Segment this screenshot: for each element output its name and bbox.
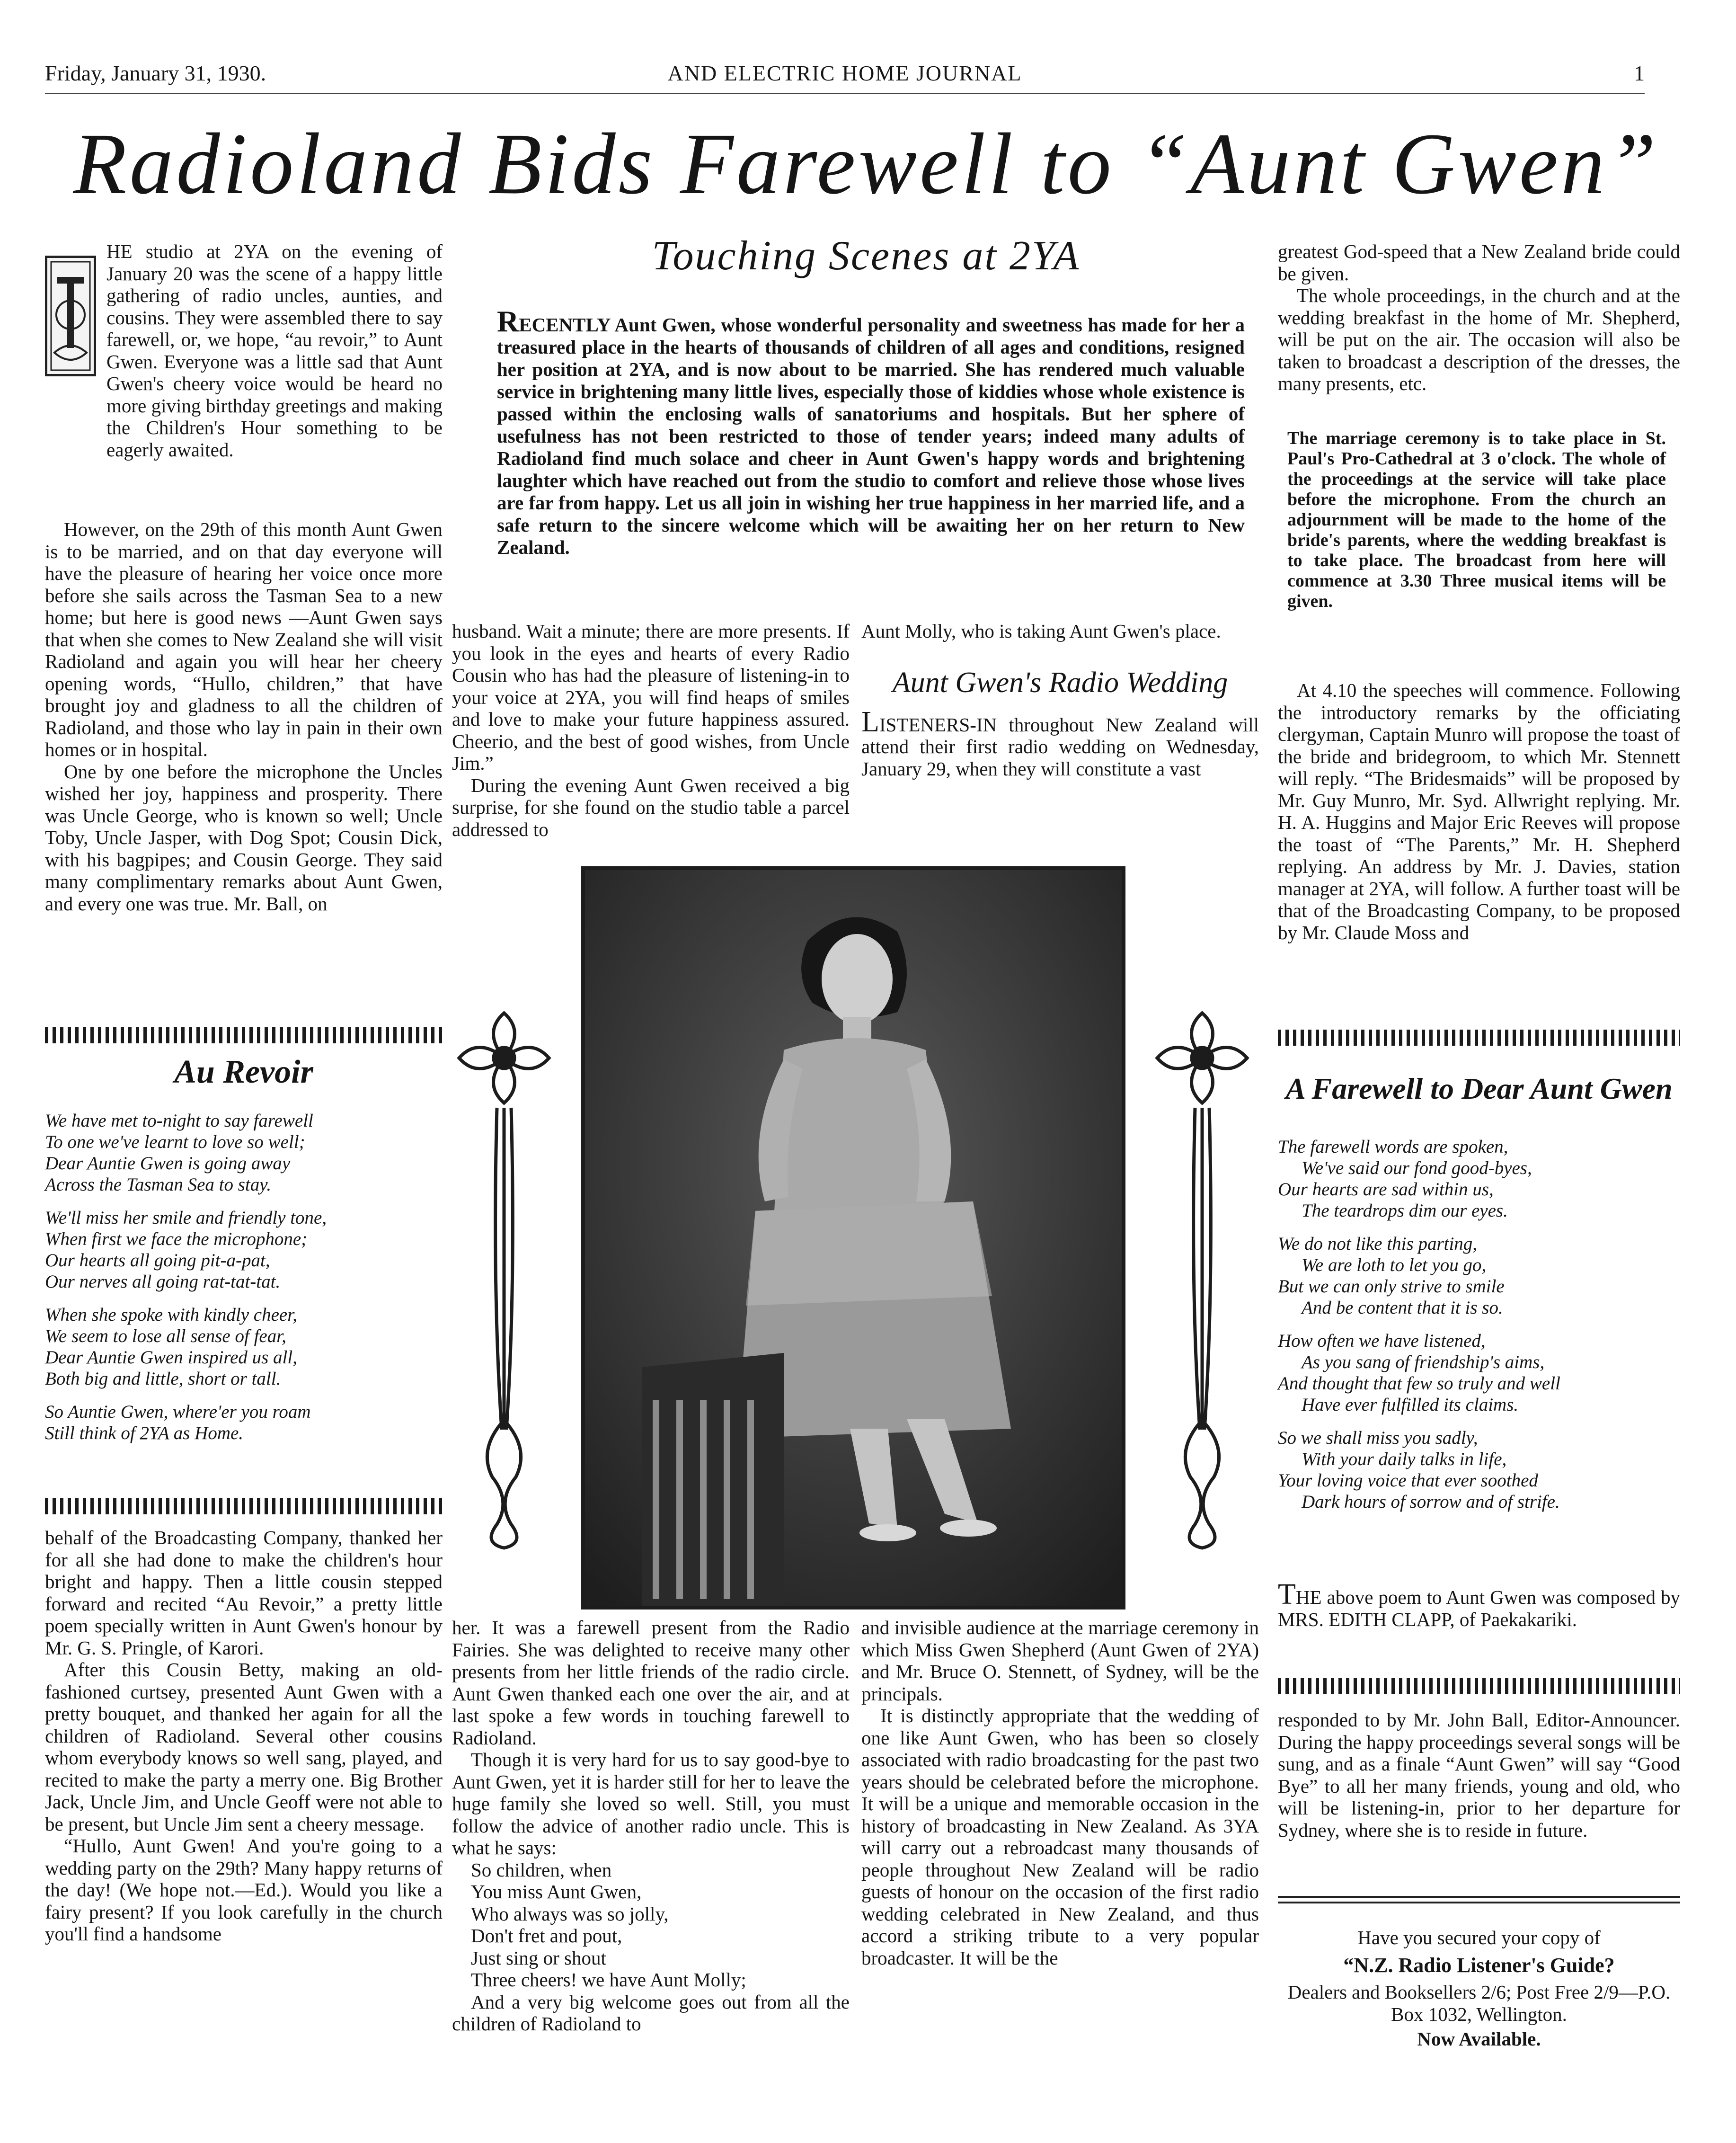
column-divider	[1278, 1678, 1680, 1694]
poem-line: When first we face the microphone;	[45, 1229, 308, 1249]
poem-line: And thought that few so truly and well	[1278, 1373, 1560, 1394]
advert-available: Now Available.	[1417, 2028, 1541, 2050]
poem-line: So we shall miss you sadly,	[1278, 1428, 1478, 1448]
poem-credit-text	[1278, 1578, 1680, 1630]
col1-paragraph-5: After this Cousin Betty, making an old-fashioned curtsey, presented Aunt Gwen with a pretty bouquet, and thanked her again for all the children of Radioland. Several other cousins whom everybody knows so well sang, played, and recited to make the party a merry one. Big Brother Jack, Uncle Jim, and Uncle Geoff were not able to be present, but Uncle Jim sent a cheery message.	[45, 1659, 443, 1835]
farewell-poem	[1278, 1136, 1680, 1512]
subheadline: Touching Scenes at 2YA	[652, 233, 1081, 279]
poem-stanza	[1278, 1427, 1680, 1512]
publication-name: AND ELECTRIC HOME JOURNAL	[667, 61, 1022, 85]
left-lily-ornament-icon	[450, 1004, 558, 1553]
portrait-photograph	[581, 866, 1125, 1609]
poem-line: Your loving voice that ever soothed	[1278, 1470, 1538, 1491]
column-divider	[1278, 1030, 1680, 1046]
headline: Radioland Bids Farewell to “Aunt Gwen”	[73, 116, 1659, 213]
au-revoir-title: Au Revoir	[174, 1054, 313, 1090]
seated-woman-portrait-icon	[585, 870, 1122, 1606]
poem-stanza	[1278, 1330, 1680, 1415]
column-2-top	[452, 620, 850, 840]
poem-line: As you sang of friendship's aims,	[1302, 1352, 1545, 1372]
poem-line: We'll miss her smile and friendly tone,	[45, 1208, 327, 1228]
ceremony-notice: The marriage ceremony is to take place in St. Paul's Pro-Cathedral at 3 o'clock. The whole of the proceedings at the service will take place before the microphone. From the church an adjournment will be made to the home of the bride's parents, where the wedding breakfast is to take place. The broadcast from here will commence at 3.30 Three musical items will be given.	[1287, 428, 1666, 611]
poem-line: Our hearts are sad within us,	[1278, 1179, 1494, 1200]
au-revoir-box	[45, 1053, 443, 1456]
verse-line: Who always was so jolly,	[471, 1903, 669, 1925]
col4-paragraph-1: greatest God-speed that a New Zealand bride could be given.	[1278, 240, 1680, 285]
poem-line: When she spoke with kindly cheer,	[45, 1305, 297, 1325]
poem-line: But we can only strive to smile	[1278, 1276, 1505, 1297]
advert-rule	[1278, 1896, 1680, 1898]
au-revoir-poem	[45, 1110, 443, 1444]
column-1-bottom	[45, 1527, 443, 1945]
farewell-poem-box	[1278, 1070, 1680, 1524]
poem-line: We do not like this parting,	[1278, 1234, 1478, 1254]
col1-paragraph-3: One by one before the microphone the Uncles wished her joy, happiness and prosperity. There was Uncle George, who is known so well; Uncle Toby, Uncle Jasper, with Dog Spot; Cousin Dick, with his bagpipes; and Cousin George. They said many complimentary remarks about Aunt Gwen, and every one was true. Mr. Ball, on	[45, 760, 443, 915]
poem-line: Our hearts all going pit-a-pat,	[45, 1250, 270, 1271]
advert-title: “N.Z. Radio Listener's Guide?	[1343, 1953, 1615, 1977]
col2-paragraph-2: During the evening Aunt Gwen received a big surprise, for she found on the studio table a parcel addressed to	[452, 774, 850, 840]
verse-line: Don't fret and pout,	[471, 1925, 622, 1947]
poem-line: Both big and little, short or tall.	[45, 1369, 281, 1389]
lead-text: ECENTLY Aunt Gwen, whose wonderful personality and sweetness has made for her a treasured place in the hearts of thousands of children of all ages and conditions, resigned her position at 2YA, and is now about to be married. She has rendered much valuable service in brightening many little lives, especially those of kiddies whose whole existence is passed within the enclosing walls of sanatoriums and hospitals. But her sphere of usefulness has not been restricted to those of tender years; indeed many adults of Radioland find much solace and cheer in Aunt Gwen's happy words and brightening laughter which have reached out from the studio to comfort and relieve those whose lives are far from happy. Let us all join in wishing her true happiness in her married life, and a safe return to the sincere welcome which will be awaiting her on her return to New Zealand.	[497, 314, 1245, 558]
poem-line: Still think of 2YA as Home.	[45, 1423, 244, 1443]
poem-stanza	[45, 1304, 443, 1389]
column-divider	[45, 1027, 443, 1043]
col4-paragraph-3: At 4.10 the speeches will commence. Following the introductory remarks by the officiating clergyman, Captain Munro will propose the toast of the bride and bridegroom, to which Mr. Stennett will reply. “The Bridesmaids” will be proposed by Mr. Guy Munro, Mr. Syd. Allwright replying. Mr. H. A. Huggins and Major Eric Reeves will propose the toast of “The Parents,” Mr. H. Shepherd replying. An address by Mr. J. Davies, station manager at 2YA, will follow. A further toast will be that of the Broadcasting Company, to be proposed by Mr. Claude Moss and	[1278, 679, 1680, 943]
poem-line: We seem to lose all sense of fear,	[45, 1326, 286, 1346]
col1-paragraph-2: However, on the 29th of this month Aunt Gwen is to be married, and on that day everyone will have the pleasure of hearing her voice once more before she sails across the Tasman Sea to a new home; but here is good news —Aunt Gwen says that when she comes to New Zealand she will visit Radioland and again you will hear her cheery opening words, “Hullo, children,” that have brought joy and gladness to all the children of Radioland, and those who lay in pain in their own homes or in hospital.	[45, 518, 443, 760]
poem-line: Dear Auntie Gwen inspired us all,	[45, 1347, 297, 1368]
poem-line: Our nerves all going rat-tat-tat.	[45, 1272, 281, 1292]
col4-paragraph-4: responded to by Mr. John Ball, Editor-Announcer. During the happy proceedings several songs will be sung, and as a finale “Aunt Gwen” will say “Good Bye” to all her many friends, young and old, who will be listening-in, prior to her departure for Sydney, where she is to reside in future.	[1278, 1709, 1680, 1841]
wedding-initial: L	[861, 705, 879, 738]
col1-paragraph-1: HE studio at 2YA on the evening of January 20 was the scene of a happy little gathering of radio uncles, aunties, and cousins. They were assembled there to say farewell, or, we hope, “au revoir,” to Aunt Gwen. Everyone was a little sad that Aunt Gwen's cheery voice would be heard no more giving birthday greetings and making the Children's Hour something to be eagerly awaited.	[106, 240, 443, 461]
col2-paragraph-3: her. It was a farewell present from the Radio Fairies. She was delighted to receive many other presents from her little friends of the radio circle. Aunt Gwen thanked each one over the air, and at last spoke a few words in touching farewell to Radioland.	[452, 1617, 850, 1749]
col2-paragraph-5: And a very big welcome goes out from all the children of Radioland to	[452, 1991, 850, 2035]
advert-price: Dealers and Booksellers 2/6; Post Free 2/9—P.O. Box 1032, Wellington.	[1287, 1981, 1671, 2025]
poem-line: With your daily talks in life,	[1302, 1449, 1507, 1469]
column-2-bottom	[452, 1617, 850, 2035]
poem-credit	[1278, 1578, 1680, 1630]
column-3-bottom	[861, 1617, 1259, 1969]
poem-line: We are loth to let you go,	[1302, 1255, 1487, 1275]
advert-rule	[1278, 1902, 1680, 1903]
column-1-top	[45, 240, 443, 461]
credit-initial: T	[1278, 1578, 1296, 1610]
poem-line: Across the Tasman Sea to stay.	[45, 1174, 272, 1195]
poem-stanza	[45, 1207, 443, 1292]
header-rule	[45, 93, 1645, 94]
col2-paragraph-4: Though it is very hard for us to say good-bye to Aunt Gwen, yet it is harder still for her to leave the huge family she loved so well. Still, you must follow the advice of another radio uncle. This is what he says:	[452, 1749, 850, 1858]
lead-initial: R	[497, 304, 519, 338]
col3-paragraph-1: Aunt Molly, who is taking Aunt Gwen's place.	[861, 620, 1221, 642]
farewell-poem-title: A Farewell to Dear Aunt Gwen	[1285, 1072, 1673, 1105]
issue-date: Friday, January 31, 1930.	[45, 61, 266, 85]
verse-line: Just sing or shout	[471, 1947, 606, 1969]
col3-paragraph-3: It is distinctly appropriate that the wedding of one like Aunt Gwen, who has been so closely associated with radio broadcasting for the past two years should be celebrated before the microphone. It will be a unique and memorable occasion in the history of broadcasting in New Zealand. As 3YA will carry out a rebroadcast many thousands of people throughout New Zealand will be radio guests of honour on the occasion of the first radio wedding celebrated in New Zealand, and thus accord a striking tribute to a very popular broadcaster. It will be the	[861, 1705, 1259, 1969]
poem-line: How often we have listened,	[1278, 1331, 1486, 1351]
column-4-middle	[1278, 679, 1680, 943]
col4-paragraph-2: The whole proceedings, in the church and at the wedding breakfast in the home of Mr. Shepherd, will be put on the air. The occasion will also be taken to broadcast a description of the dresses, the many presents, etc.	[1278, 285, 1680, 394]
column-1-middle	[45, 518, 443, 915]
poem-line: The farewell words are spoken,	[1278, 1137, 1508, 1157]
col2-paragraph-1: husband. Wait a minute; there are more presents. If you look in the eyes and hearts of every Radio Cousin who has had the pleasure of listening-in to your voice at 2YA, you will find heaps of smiles and love to make your future happiness assured. Cheerio, and the best of good wishes, from Uncle Jim.”	[452, 620, 850, 774]
poem-line: So Auntie Gwen, where'er you roam	[45, 1402, 311, 1422]
poem-line: To one we've learnt to love so well;	[45, 1132, 305, 1152]
verse-line: You miss Aunt Gwen,	[471, 1881, 642, 1903]
wedding-title: Aunt Gwen's Radio Wedding	[892, 666, 1228, 699]
right-lily-ornament-icon	[1148, 1004, 1257, 1553]
uncle-verse	[452, 1859, 850, 1991]
poem-stanza	[1278, 1136, 1680, 1221]
verse-line: Three cheers! we have Aunt Molly;	[471, 1969, 746, 1991]
poem-line: Have ever fulfilled its claims.	[1302, 1395, 1519, 1415]
column-divider	[45, 1498, 443, 1514]
advert-question: Have you secured your copy of	[1357, 1927, 1601, 1948]
poem-line: We've said our fond good-byes,	[1302, 1158, 1532, 1178]
poem-stanza	[45, 1401, 443, 1444]
listener-guide-advert	[1278, 1927, 1680, 2050]
poem-line: We have met to-night to say farewell	[45, 1111, 313, 1131]
poem-line: The teardrops dim our eyes.	[1302, 1200, 1508, 1221]
poem-line: Dark hours of sorrow and of strife.	[1302, 1492, 1560, 1512]
page-header	[45, 61, 1645, 89]
col3-paragraph-2: and invisible audience at the marriage ceremony in which Miss Gwen Shepherd (Aunt Gwen of 2YA) and Mr. Bruce O. Stennett, of Sydney, will be the principals.	[861, 1617, 1259, 1705]
column-4-bottom	[1278, 1709, 1680, 1841]
column-3-top	[861, 620, 1259, 780]
poem-stanza	[1278, 1233, 1680, 1318]
poem-stanza	[45, 1110, 443, 1195]
verse-line: So children, when	[471, 1858, 612, 1881]
lead-paragraph	[497, 304, 1245, 559]
column-4-top	[1278, 240, 1680, 395]
page-number: 1	[1634, 61, 1645, 85]
poem-line: Dear Auntie Gwen is going away	[45, 1153, 291, 1174]
col1-paragraph-6: “Hullo, Aunt Gwen! And you're going to a wedding party on the 29th? Many happy returns of the day! (We hope not.—Ed.). Would you like a fairy present? If you look carefully in the church you'll find a handsome	[45, 1835, 443, 1945]
col1-paragraph-4: behalf of the Broadcasting Company, thanked her for all she had done to make the children's hour bright and happy. Then a little cousin stepped forward and recited “Au Revoir,” a pretty little poem specially written in Aunt Gwen's honour by Mr. G. S. Pringle, of Karori.	[45, 1527, 443, 1659]
wedding-intro	[861, 705, 1259, 780]
wedding-intro-text: ISTENERS-IN throughout New Zealand will attend their first radio wedding on Wednesday, January 29, when they will constitute a vast	[861, 713, 1259, 780]
poem-line: And be content that it is so.	[1302, 1298, 1503, 1318]
credit-text: HE above poem to Aunt Gwen was composed by MRS. EDITH CLAPP, of Paekakariki.	[1278, 1586, 1680, 1630]
